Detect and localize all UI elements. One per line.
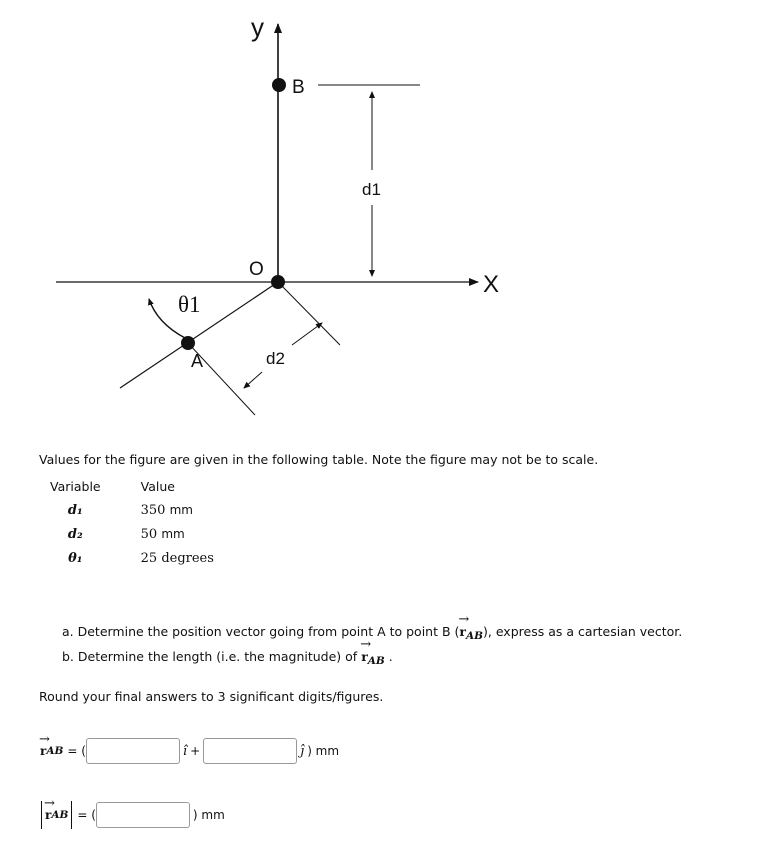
value-cell [107, 522, 220, 546]
x-component-input[interactable] [86, 738, 180, 764]
question-a [62, 624, 682, 642]
variable-cell: d₂ [67, 526, 83, 542]
intro-text: Values for the figure are given in the following table. Note the figure may not be to scale. [39, 452, 599, 467]
vector-subscript: AB [367, 655, 385, 667]
header-variable: Variable [50, 479, 101, 494]
table-header-row [44, 479, 220, 498]
answer-vector-row [40, 738, 339, 764]
vector-r-symbol: → r [40, 744, 46, 758]
vector-r-symbol: → r [361, 649, 368, 664]
point-b-dot [272, 78, 286, 92]
abs-bar-right [71, 801, 72, 829]
i-hat: î [182, 743, 188, 759]
value-number: 350 [140, 502, 166, 518]
close-unit: ) mm [192, 808, 225, 822]
y-component-input[interactable] [203, 738, 297, 764]
close-unit: ) mm [307, 744, 340, 758]
variable-cell: d₁ [67, 502, 83, 518]
y-axis-label: y [251, 12, 264, 42]
question-b-text-end: . [384, 649, 393, 664]
question-a-text-end: ), express as a cartesian vector. [483, 624, 683, 639]
table-row [44, 498, 220, 522]
d2-extension-origin [278, 282, 340, 345]
abs-bar-left [41, 801, 42, 829]
point-a-dot [181, 336, 195, 350]
origin-dot [271, 275, 285, 289]
magnitude-input[interactable] [96, 802, 190, 828]
table-row [44, 522, 220, 546]
header-value: Value [140, 479, 175, 494]
equals-open: = ( [77, 808, 96, 822]
point-b-label: B [292, 77, 305, 98]
value-cell [107, 546, 220, 570]
values-table [44, 479, 220, 570]
vector-subscript: AB [465, 630, 484, 642]
x-axis-label: X [483, 271, 500, 298]
question-b-text: b. Determine the length (i.e. the magnitude) of [62, 649, 362, 664]
value-number: 25 [140, 550, 158, 566]
vector-r-symbol: → r [45, 808, 51, 822]
vector-subscript: AB [51, 809, 69, 821]
d2-arrow-lower [244, 372, 262, 388]
d2-label: d2 [266, 349, 285, 368]
value-unit: degrees [161, 550, 214, 566]
j-hat: ĵ [300, 743, 305, 759]
plus-sign: + [190, 744, 201, 758]
value-number: 50 [140, 526, 158, 542]
d2-arrow-upper [292, 323, 322, 345]
equals-open: = ( [67, 744, 86, 758]
value-unit: mm [161, 526, 185, 541]
d1-label: d1 [362, 180, 381, 199]
theta-label: θ1 [178, 292, 201, 317]
rounding-instruction: Round your final answers to 3 significant digits/figures. [39, 689, 384, 704]
value-cell [107, 498, 220, 522]
vector-r-symbol: → r [459, 624, 466, 639]
point-a-label: A [191, 351, 204, 371]
answer-magnitude-row [38, 801, 225, 829]
vector-subscript: AB [46, 745, 64, 757]
table-row [44, 546, 220, 570]
question-b [62, 649, 393, 667]
variable-cell: θ₁ [68, 550, 83, 566]
value-unit: mm [169, 502, 193, 517]
question-a-text: a. Determine the position vector going from point A to point B ( [62, 624, 460, 639]
origin-label: O [249, 259, 264, 280]
